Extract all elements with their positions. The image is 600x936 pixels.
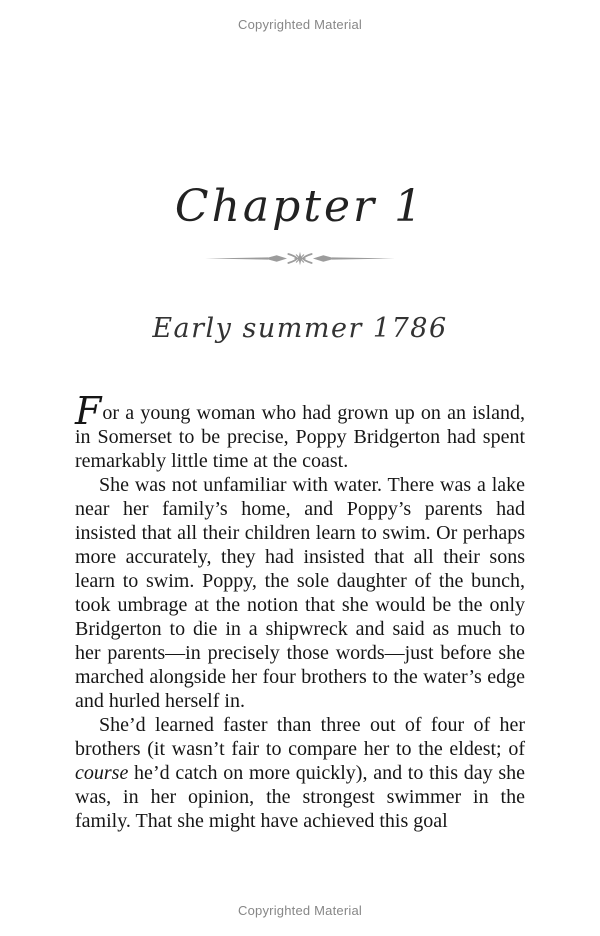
copyright-notice-bottom: Copyrighted Material <box>238 903 362 918</box>
chapter-subtitle: Early summer 1786 <box>152 313 448 344</box>
paragraph-text: he’d catch on more quickly), and to this day she was, in her opinion, the strongest swimmer in the family. That she might have achieved this goal <box>75 762 525 832</box>
chapter-divider <box>0 249 600 273</box>
paragraph-text: She’d learned faster than three out of four of her brothers (it wasn’t fair to compare her to the eldest; of <box>75 714 525 760</box>
italic-word: course <box>75 762 129 784</box>
copyright-notice-top: Copyrighted Material <box>238 17 362 32</box>
drop-cap: F <box>75 389 102 433</box>
paragraph-text: or a young woman who had grown up on an island, in Somerset to be precise, Poppy Bridgerton had spent remarkably little time at the coast. <box>75 402 525 472</box>
paragraph <box>75 713 525 833</box>
paragraph <box>75 389 525 473</box>
paragraph: She was not unfamiliar with water. There was a lake near her family’s home, and Poppy’s parents had insisted that all their children learn to swim. Or perhaps more accurately, they had insisted that all their sons learn to swim. Poppy, the sole daughter of the bunch, took umbrage at the notion that she would be the only Bridgerton to die in a shipwreck and said as much to her parents—in precisely those words—just before she marched alongside her four brothers to the water’s edge and hurled herself in. <box>75 474 525 712</box>
flourish-divider-icon <box>204 249 396 268</box>
body-text <box>75 389 525 833</box>
chapter-title: Chapter 1 <box>174 181 426 232</box>
